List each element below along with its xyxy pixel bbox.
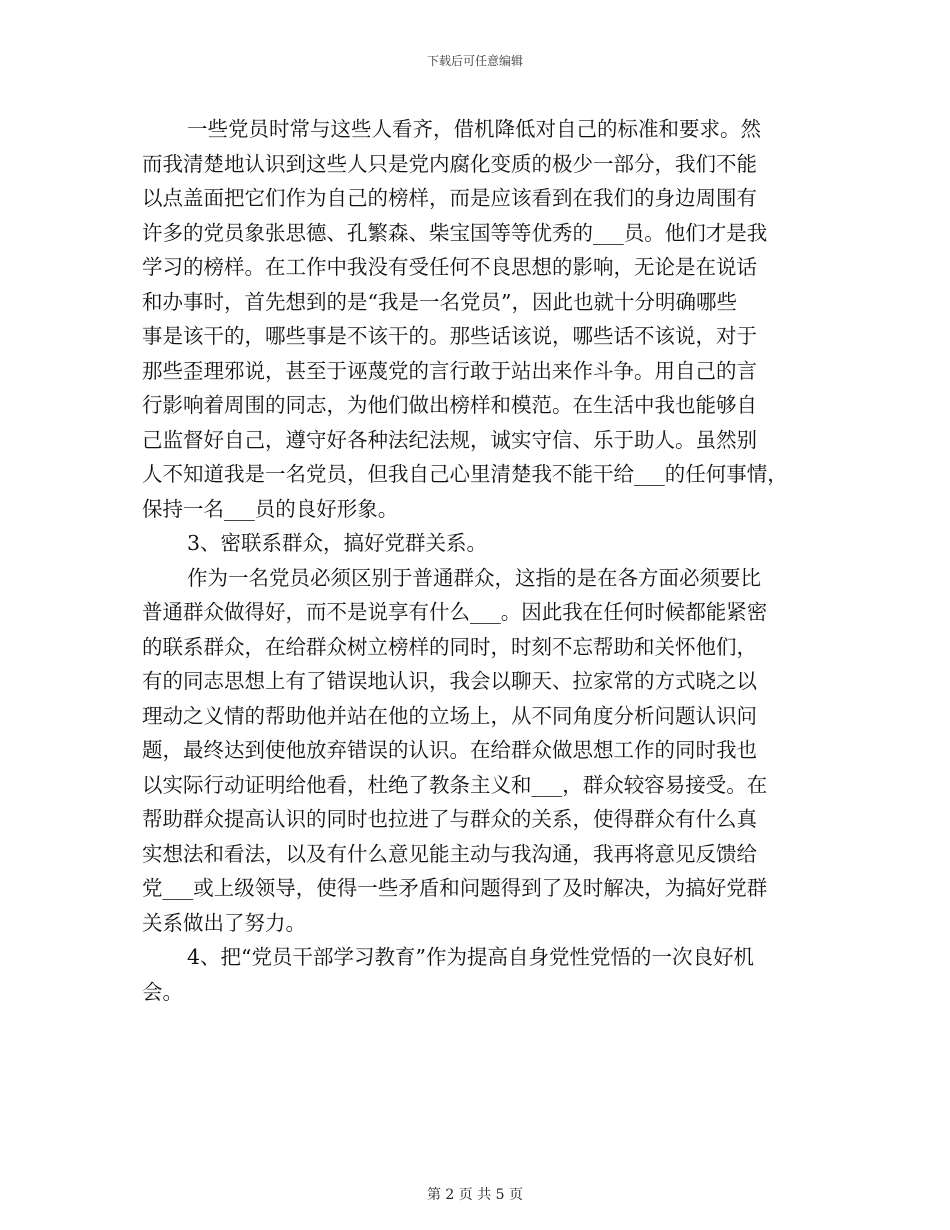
page-header-note: 下载后可任意编辑 [426, 54, 523, 68]
text-line: 以实际行动证明给他看，杜绝了教条主义和___，群众较容易接受。在 [142, 772, 768, 797]
text-line: 许多的党员象张思德、孔繁森、柴宝国等等优秀的___员。他们才是我 [142, 220, 768, 245]
section-heading: 4、把“党员干部学习教育”作为提高自身党性党悟的一次良好机 [187, 945, 755, 969]
text-line: 行影响着周围的同志，为他们做出榜样和模范。在生活中我也能够自 [142, 393, 757, 417]
text-line: 而我清楚地认识到这些人只是党内腐化变质的极少一部分，我们不能 [142, 151, 757, 176]
text-line: 党___或上级领导，使得一些矛盾和问题得到了及时解决，为搞好党群 [142, 876, 768, 900]
text-line: 保持一名___员的良好形象。 [142, 496, 399, 521]
text-line: 有的同志思想上有了错误地认识，我会以聊天、拉家常的方式晓之以 [142, 669, 757, 693]
text-line: 和办事时，首先想到的是“我是一名党员”，因此也就十分明确哪些 [142, 289, 737, 314]
text-line: 以点盖面把它们作为自己的榜样，而是应该看到在我们的身边周围有 [142, 186, 757, 210]
text-line: 实想法和看法，以及有什么意见能主动与我沟通，我再将意见反馈给 [142, 841, 757, 866]
text-line: 题，最终达到使他放弃错误的认识。在给群众做思想工作的同时我也 [142, 738, 757, 762]
text-line: 学习的榜样。在工作中我没有受任何不良思想的影响，无论是在说话 [142, 255, 757, 279]
text-line: 会。 [142, 979, 183, 1004]
text-line: 理动之义情的帮助他并站在他的立场上，从不同角度分析问题认识问 [142, 703, 757, 728]
page-number: 第 2 页 共 5 页 [426, 1187, 524, 1203]
text-line: 关系做出了努力。 [142, 910, 306, 935]
text-line: 帮助群众提高认识的同时也拉进了与群众的关系，使得群众有什么真 [142, 807, 757, 831]
text-line: 那些歪理邪说，甚至于诬蔑党的言行敢于站出来作斗争。用自己的言 [142, 358, 757, 383]
text-line: 己监督好自己，遵守好各种法纪法规，诚实守信、乐于助人。虽然别 [142, 427, 757, 452]
document-body [142, 112, 822, 1009]
text-line: 普通群众做得好，而不是说享有什么___。因此我在任何时候都能紧密 [142, 600, 768, 624]
text-line: 一些党员时常与这些人看齐，借机降低对自己的标准和要求。然 [187, 117, 761, 141]
text-line: 的联系群众，在给群众树立榜样的同时，时刻不忘帮助和关怀他们， [142, 634, 757, 659]
text-line: 事是该干的，哪些事是不该干的。那些话该说，哪些话不该说，对于 [142, 324, 757, 348]
text-line: 人不知道我是一名党员，但我自己心里清楚我不能干给___的任何事情， [142, 462, 788, 486]
section-heading: 3、密联系群众，搞好党群关系。 [187, 531, 488, 555]
text-line: 作为一名党员必须区别于普通群众，这指的是在各方面必须要比 [187, 565, 761, 590]
